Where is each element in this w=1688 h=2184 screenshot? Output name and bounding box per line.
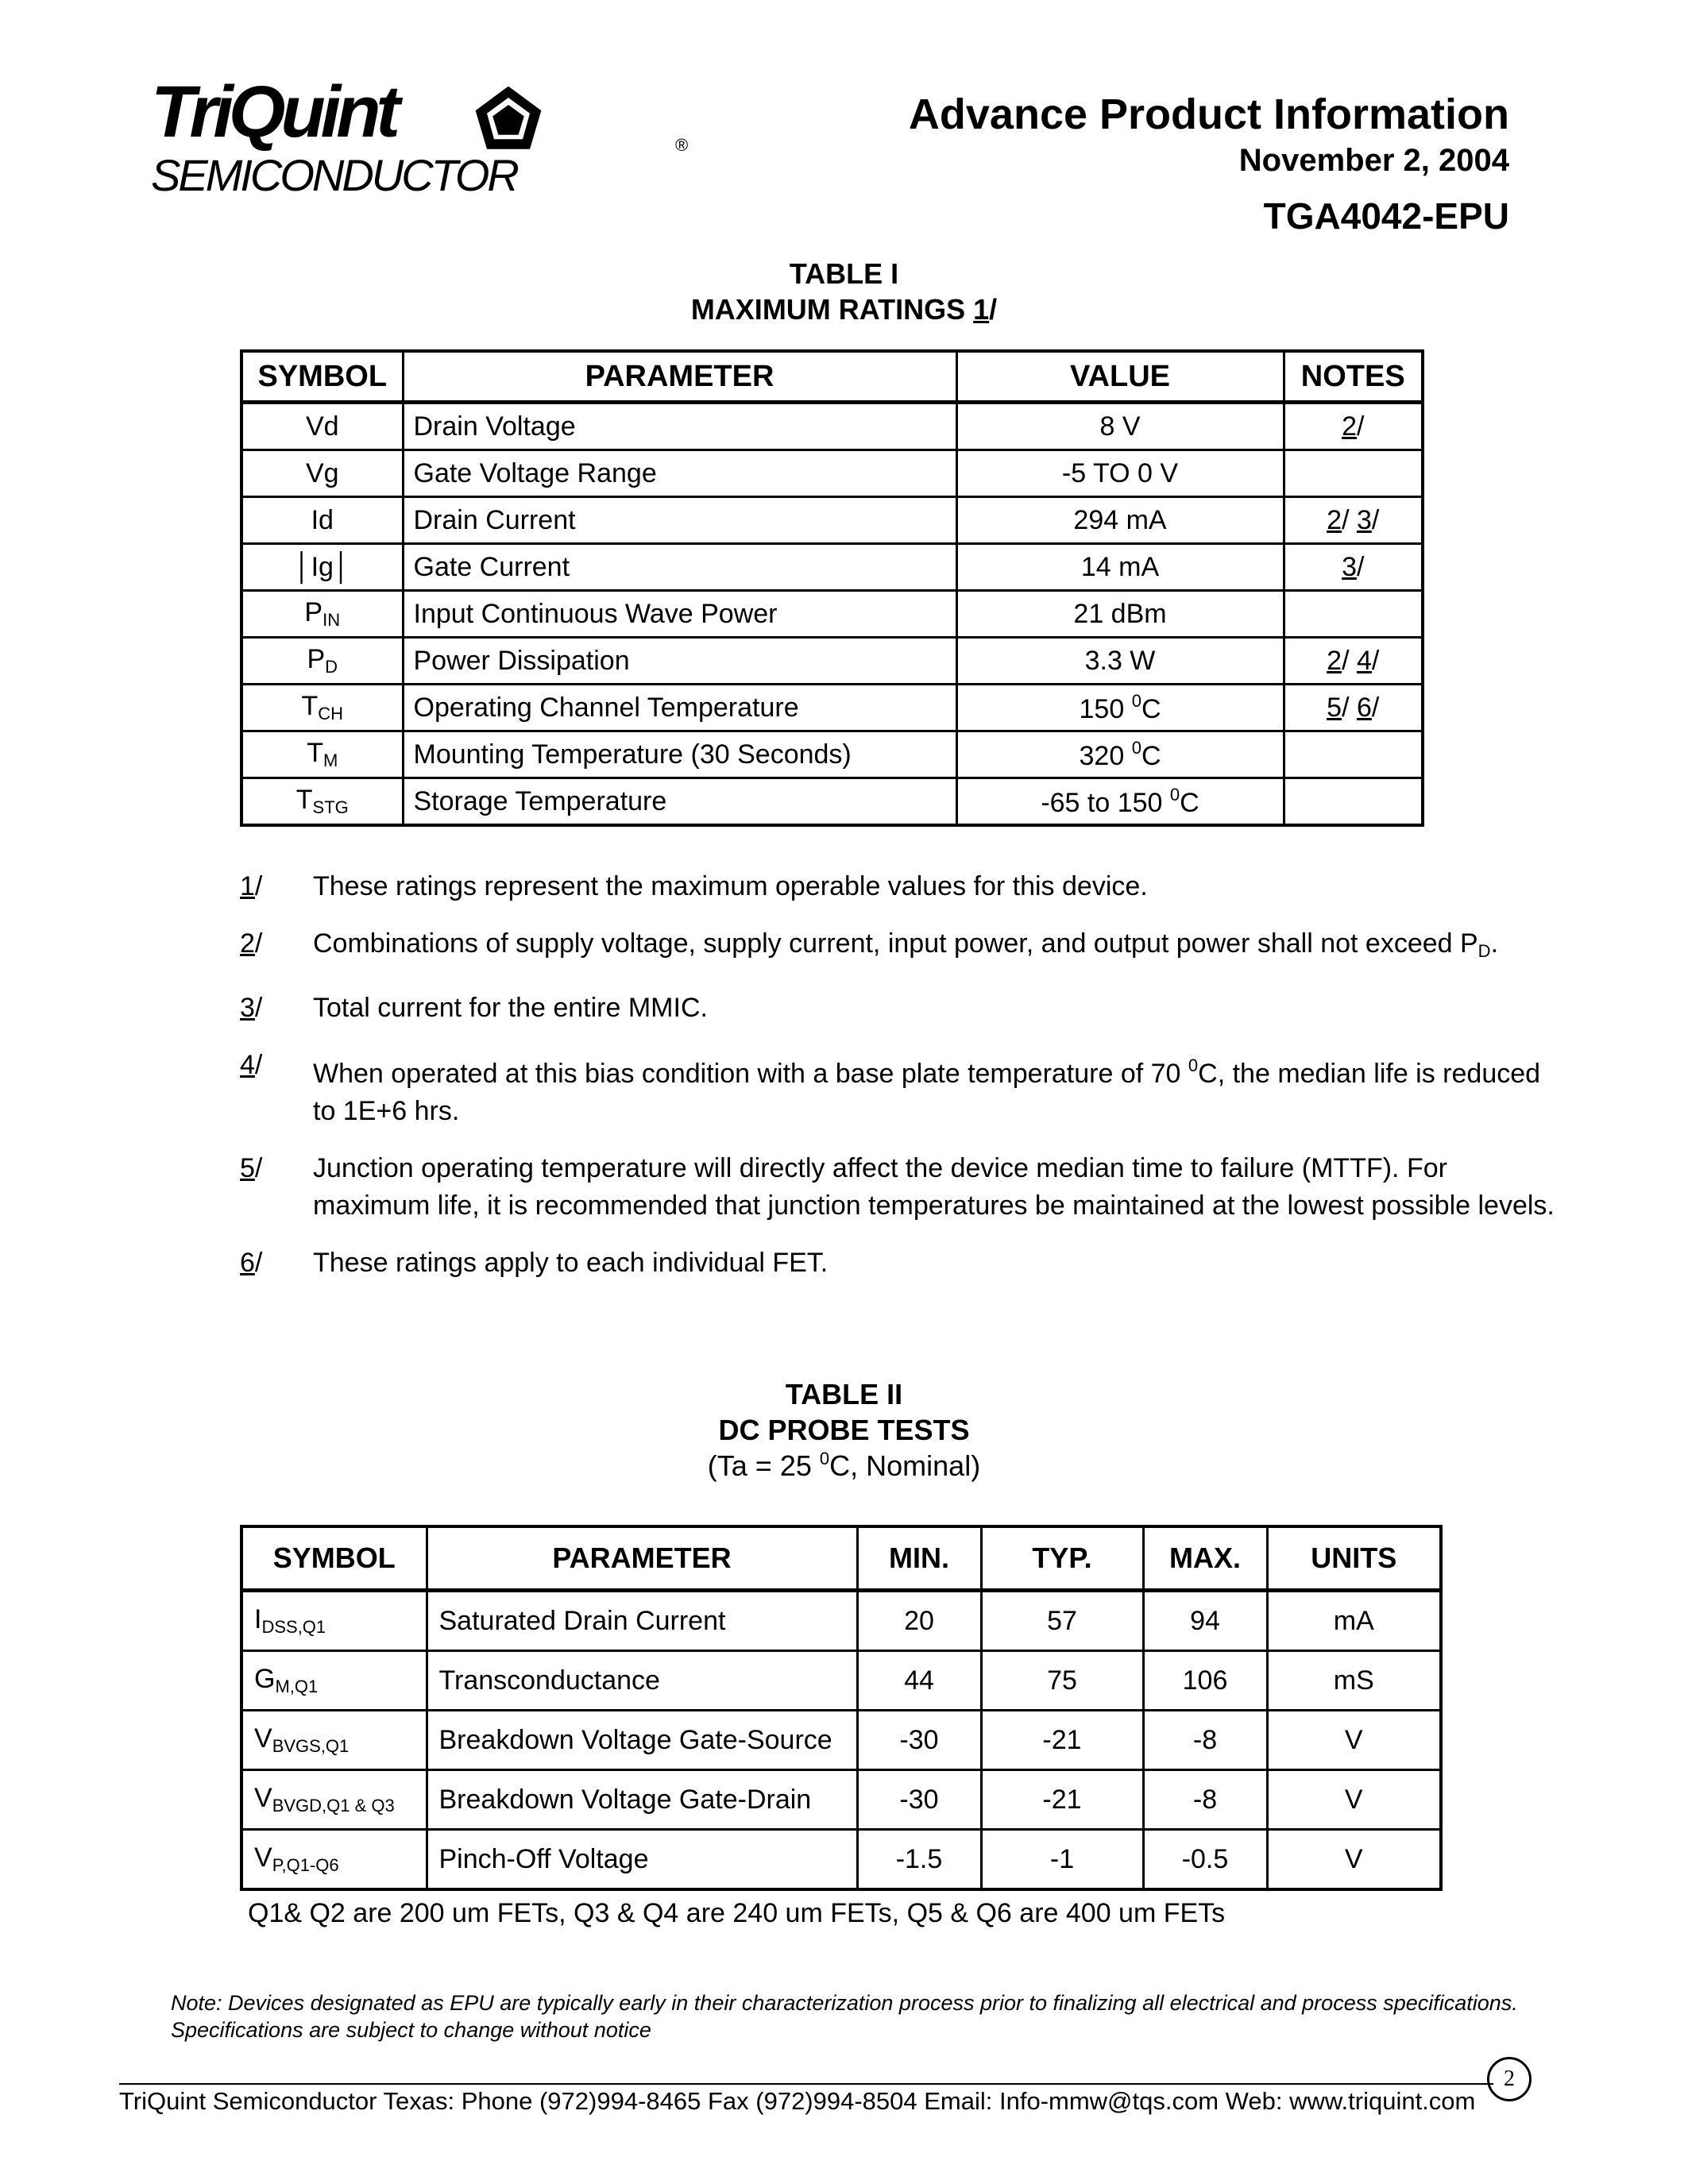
table-row bbox=[241, 1651, 1441, 1711]
value-cell bbox=[956, 450, 1284, 497]
condition-text: (Ta = 25 bbox=[707, 1449, 820, 1482]
footer-contact: TriQuint Semiconductor Texas: Phone (972)994-8465 Fax (972)994-8504 Email: Info-mmw@tqs.com Web: www.triquint.com bbox=[119, 2087, 1476, 2115]
table1-title-block bbox=[0, 256, 1688, 327]
table-row bbox=[241, 403, 1423, 450]
table-row bbox=[241, 544, 1423, 591]
notes-cell bbox=[1284, 778, 1423, 826]
units-cell: mA bbox=[1267, 1591, 1441, 1651]
note-tail: . bbox=[1490, 928, 1499, 959]
symbol-cell bbox=[241, 497, 403, 544]
typ-cell: 75 bbox=[981, 1651, 1143, 1711]
min-cell: -1.5 bbox=[857, 1830, 981, 1890]
note-tail: C, the median life is reduced to 1E+6 hrs. bbox=[313, 1059, 1541, 1126]
min-cell: -30 bbox=[857, 1711, 981, 1770]
symbol-subscript: IN bbox=[323, 610, 341, 630]
value-cell bbox=[956, 638, 1284, 685]
max-cell: -0.5 bbox=[1143, 1830, 1267, 1890]
symbol-cell bbox=[241, 1830, 427, 1890]
dc-probe-tests-table bbox=[240, 1525, 1443, 1891]
degree-superscript: 0 bbox=[1169, 784, 1180, 805]
typ-cell: -21 bbox=[981, 1711, 1143, 1770]
symbol-text: P bbox=[307, 644, 326, 674]
company-logo bbox=[151, 71, 689, 210]
column-header: SYMBOL bbox=[241, 351, 403, 403]
table2-title: TABLE II bbox=[785, 1378, 903, 1410]
symbol-text: T bbox=[295, 785, 313, 815]
table-row bbox=[241, 1711, 1441, 1770]
column-header: MAX. bbox=[1143, 1526, 1267, 1591]
symbol-text: P bbox=[304, 597, 323, 627]
column-header: VALUE bbox=[956, 351, 1284, 403]
column-header: MIN. bbox=[857, 1526, 981, 1591]
symbol-subscript: M,Q1 bbox=[275, 1677, 319, 1696]
symbol-cell bbox=[241, 685, 403, 731]
symbol-cell bbox=[241, 638, 403, 685]
epu-disclaimer: Note: Devices designated as EPU are typically early in their characterization process prior to finalizing all electrical and process specifications. Specifications are subject to change without notice bbox=[171, 1991, 1518, 2042]
condition-superscript: 0 bbox=[819, 1449, 830, 1468]
ratings-notes bbox=[240, 868, 1559, 1302]
part-number: TGA4042-EPU bbox=[1263, 195, 1509, 237]
note-number: 6/ bbox=[240, 1248, 263, 1278]
document-status: Advance Product Information bbox=[908, 91, 1509, 138]
column-header: NOTES bbox=[1284, 351, 1423, 403]
note-number-text: 1 bbox=[240, 871, 255, 901]
max-cell: 94 bbox=[1143, 1591, 1267, 1651]
max-cell: -8 bbox=[1143, 1711, 1267, 1770]
symbol-subscript: BVGD,Q1 & Q3 bbox=[272, 1796, 395, 1815]
parameter-cell: Pinch-Off Voltage bbox=[427, 1830, 857, 1890]
parameter-cell: Transconductance bbox=[427, 1651, 857, 1711]
symbol-cell bbox=[241, 1711, 427, 1770]
typ-cell: -1 bbox=[981, 1830, 1143, 1890]
degree-superscript: 0 bbox=[1131, 690, 1141, 711]
parameter-cell: Input Continuous Wave Power bbox=[403, 591, 956, 638]
typ-cell: 57 bbox=[981, 1591, 1143, 1651]
value-text: 8 V bbox=[1099, 411, 1141, 442]
table1-subtitle-slash: / bbox=[989, 293, 998, 326]
note-item bbox=[240, 868, 1559, 905]
column-header: TYP. bbox=[981, 1526, 1143, 1591]
maximum-ratings-table bbox=[240, 349, 1424, 827]
column-header: SYMBOL bbox=[241, 1526, 427, 1591]
value-text: 3.3 W bbox=[1084, 645, 1156, 676]
note-item bbox=[240, 1150, 1559, 1225]
symbol-text: V bbox=[254, 1783, 272, 1813]
note-body: Total current for the entire MMIC. bbox=[313, 993, 708, 1023]
logo-subtitle: SEMICONDUCTOR bbox=[151, 150, 517, 200]
table-row bbox=[241, 450, 1423, 497]
notes-cell: 2/ bbox=[1284, 403, 1423, 450]
symbol-text: T bbox=[301, 691, 319, 721]
parameter-cell: Breakdown Voltage Gate-Source bbox=[427, 1711, 857, 1770]
symbol-text: T bbox=[307, 738, 323, 768]
table-row bbox=[241, 778, 1423, 826]
table-row bbox=[241, 1591, 1441, 1651]
notes-cell: 2/ 4/ bbox=[1284, 638, 1423, 685]
note-body: Junction operating temperature will directly affect the device median time to failure (MTTF). For maximum life, it is recommended that junction temperatures be maintained at the lowest possible levels. bbox=[313, 1153, 1555, 1221]
note-reference: 5 bbox=[1327, 692, 1342, 723]
document-date: November 2, 2004 bbox=[1238, 143, 1509, 178]
symbol-subscript: STG bbox=[312, 797, 349, 817]
symbol-text: I bbox=[254, 1604, 262, 1634]
parameter-cell: Breakdown Voltage Gate-Drain bbox=[427, 1770, 857, 1830]
table1-subtitle-note: 1 bbox=[973, 293, 990, 326]
value-cell bbox=[956, 591, 1284, 638]
table-row bbox=[241, 1770, 1441, 1830]
table1-subtitle: MAXIMUM RATINGS bbox=[690, 293, 966, 326]
value-unit: C bbox=[1141, 693, 1161, 724]
value-text: 14 mA bbox=[1080, 551, 1160, 582]
units-cell: V bbox=[1267, 1830, 1441, 1890]
note-body: These ratings apply to each individual FET. bbox=[313, 1248, 829, 1278]
note-number: 3/ bbox=[240, 993, 263, 1023]
note-number-text: 6 bbox=[240, 1248, 255, 1278]
note-reference: 2 bbox=[1342, 411, 1357, 442]
value-cell bbox=[956, 544, 1284, 591]
value-text: 320 bbox=[1079, 740, 1132, 771]
note-superscript: 0 bbox=[1188, 1055, 1199, 1075]
symbol-cell bbox=[241, 1770, 427, 1830]
value-cell bbox=[956, 778, 1284, 826]
note-reference: 6 bbox=[1356, 692, 1372, 723]
note-body: These ratings represent the maximum operable values for this device. bbox=[313, 871, 1148, 901]
symbol-subscript: BVGS,Q1 bbox=[272, 1736, 350, 1756]
note-subscript: D bbox=[1477, 941, 1491, 961]
symbol-text: V bbox=[254, 1723, 272, 1754]
table-header-row bbox=[241, 1526, 1441, 1591]
symbol-cell bbox=[241, 403, 403, 450]
table1-title: TABLE I bbox=[789, 257, 899, 290]
typ-cell: -21 bbox=[981, 1770, 1143, 1830]
note-text bbox=[313, 868, 1559, 905]
parameter-cell: Storage Temperature bbox=[403, 778, 956, 826]
note-number: 1/ bbox=[240, 871, 263, 901]
table-row bbox=[241, 591, 1423, 638]
note-reference: 2 bbox=[1327, 504, 1342, 535]
symbol-subscript: D bbox=[325, 657, 338, 677]
max-cell: -8 bbox=[1143, 1770, 1267, 1830]
footer-divider bbox=[119, 2083, 1493, 2085]
value-cell bbox=[956, 403, 1284, 450]
value-cell bbox=[956, 497, 1284, 544]
value-text: 150 bbox=[1079, 693, 1132, 724]
symbol-cell bbox=[241, 544, 403, 591]
note-number: 2/ bbox=[240, 928, 263, 959]
registered-mark: ® bbox=[675, 135, 689, 155]
symbol-subscript: CH bbox=[318, 704, 344, 723]
value-text: 21 dBm bbox=[1073, 598, 1167, 629]
table-row bbox=[241, 731, 1423, 778]
pentagon-logo-icon bbox=[473, 83, 544, 155]
table2-title-block bbox=[0, 1376, 1688, 1484]
condition-text: C, Nominal) bbox=[829, 1449, 981, 1482]
max-cell: 106 bbox=[1143, 1651, 1267, 1711]
parameter-cell: Drain Voltage bbox=[403, 403, 956, 450]
note-text bbox=[313, 990, 1559, 1027]
note-number-text: 5 bbox=[240, 1153, 255, 1183]
units-cell: V bbox=[1267, 1770, 1441, 1830]
symbol-subscript: P,Q1-Q6 bbox=[272, 1855, 339, 1875]
note-reference: 3 bbox=[1356, 504, 1372, 535]
note-text bbox=[313, 1047, 1559, 1130]
symbol-cell bbox=[241, 591, 403, 638]
symbol-text: V bbox=[254, 1843, 272, 1873]
note-body: When operated at this bias condition with a base plate temperature of 70 bbox=[313, 1059, 1188, 1089]
min-cell: 20 bbox=[857, 1591, 981, 1651]
symbol-cell bbox=[241, 1591, 427, 1651]
symbol-subscript: M bbox=[323, 751, 338, 770]
table-row bbox=[241, 1830, 1441, 1890]
note-item bbox=[240, 1047, 1559, 1130]
symbol-text: Id bbox=[311, 504, 334, 535]
note-number-text: 2 bbox=[240, 928, 255, 959]
symbol-cell bbox=[241, 1651, 427, 1711]
parameter-cell: Gate Voltage Range bbox=[403, 450, 956, 497]
note-item bbox=[240, 990, 1559, 1027]
table-row bbox=[241, 638, 1423, 685]
note-body: Combinations of supply voltage, supply current, input power, and output power shall not exceed P bbox=[313, 928, 1478, 959]
table2-condition bbox=[0, 1448, 1688, 1484]
table-row bbox=[241, 497, 1423, 544]
parameter-cell: Operating Channel Temperature bbox=[403, 685, 956, 731]
notes-cell: 5/ 6/ bbox=[1284, 685, 1423, 731]
parameter-cell: Drain Current bbox=[403, 497, 956, 544]
notes-cell bbox=[1284, 591, 1423, 638]
symbol-text: │Ig│ bbox=[294, 551, 351, 582]
note-text bbox=[313, 1150, 1559, 1225]
symbol-cell bbox=[241, 778, 403, 826]
column-header: UNITS bbox=[1267, 1526, 1441, 1591]
note-reference: 4 bbox=[1356, 645, 1372, 676]
symbol-cell bbox=[241, 731, 403, 778]
value-unit: C bbox=[1180, 787, 1199, 818]
note-reference: 3 bbox=[1342, 551, 1357, 582]
table-header-row bbox=[241, 351, 1423, 403]
symbol-cell bbox=[241, 450, 403, 497]
parameter-cell: Saturated Drain Current bbox=[427, 1591, 857, 1651]
column-header: PARAMETER bbox=[403, 351, 956, 403]
note-number: 5/ bbox=[240, 1153, 263, 1183]
note-number-text: 3 bbox=[240, 993, 255, 1023]
symbol-text: Vg bbox=[305, 457, 339, 488]
value-text: -5 TO 0 V bbox=[1061, 457, 1179, 488]
note-item bbox=[240, 925, 1559, 970]
symbol-subscript: DSS,Q1 bbox=[261, 1617, 326, 1637]
value-text: 294 mA bbox=[1073, 504, 1167, 535]
units-cell: V bbox=[1267, 1711, 1441, 1770]
notes-cell bbox=[1284, 731, 1423, 778]
value-cell bbox=[956, 685, 1284, 731]
page-number: 2 bbox=[1487, 2057, 1532, 2101]
column-header: PARAMETER bbox=[427, 1526, 857, 1591]
parameter-cell: Power Dissipation bbox=[403, 638, 956, 685]
min-cell: 44 bbox=[857, 1651, 981, 1711]
table-row bbox=[241, 685, 1423, 731]
value-unit: C bbox=[1141, 740, 1161, 771]
note-number-text: 4 bbox=[240, 1050, 255, 1080]
value-cell bbox=[956, 731, 1284, 778]
notes-cell: 3/ bbox=[1284, 544, 1423, 591]
note-number: 4/ bbox=[240, 1050, 263, 1080]
note-text bbox=[313, 1244, 1559, 1282]
note-text bbox=[313, 925, 1559, 970]
note-item bbox=[240, 1244, 1559, 1282]
parameter-cell: Mounting Temperature (30 Seconds) bbox=[403, 731, 956, 778]
parameter-cell: Gate Current bbox=[403, 544, 956, 591]
notes-cell bbox=[1284, 450, 1423, 497]
table1-subtitle-line bbox=[0, 291, 1688, 327]
units-cell: mS bbox=[1267, 1651, 1441, 1711]
fet-size-note: Q1& Q2 are 200 um FETs, Q3 & Q4 are 240 um FETs, Q5 & Q6 are 400 um FETs bbox=[248, 1898, 1226, 1928]
value-text: -65 to 150 bbox=[1041, 787, 1170, 818]
degree-superscript: 0 bbox=[1131, 737, 1141, 758]
min-cell: -30 bbox=[857, 1770, 981, 1830]
table2-subtitle: DC PROBE TESTS bbox=[718, 1414, 970, 1446]
symbol-text: G bbox=[254, 1664, 276, 1694]
notes-cell: 2/ 3/ bbox=[1284, 497, 1423, 544]
symbol-text: Vd bbox=[305, 411, 339, 442]
note-reference: 2 bbox=[1327, 645, 1342, 676]
logo-wordmark: TriQuint bbox=[151, 71, 396, 152]
